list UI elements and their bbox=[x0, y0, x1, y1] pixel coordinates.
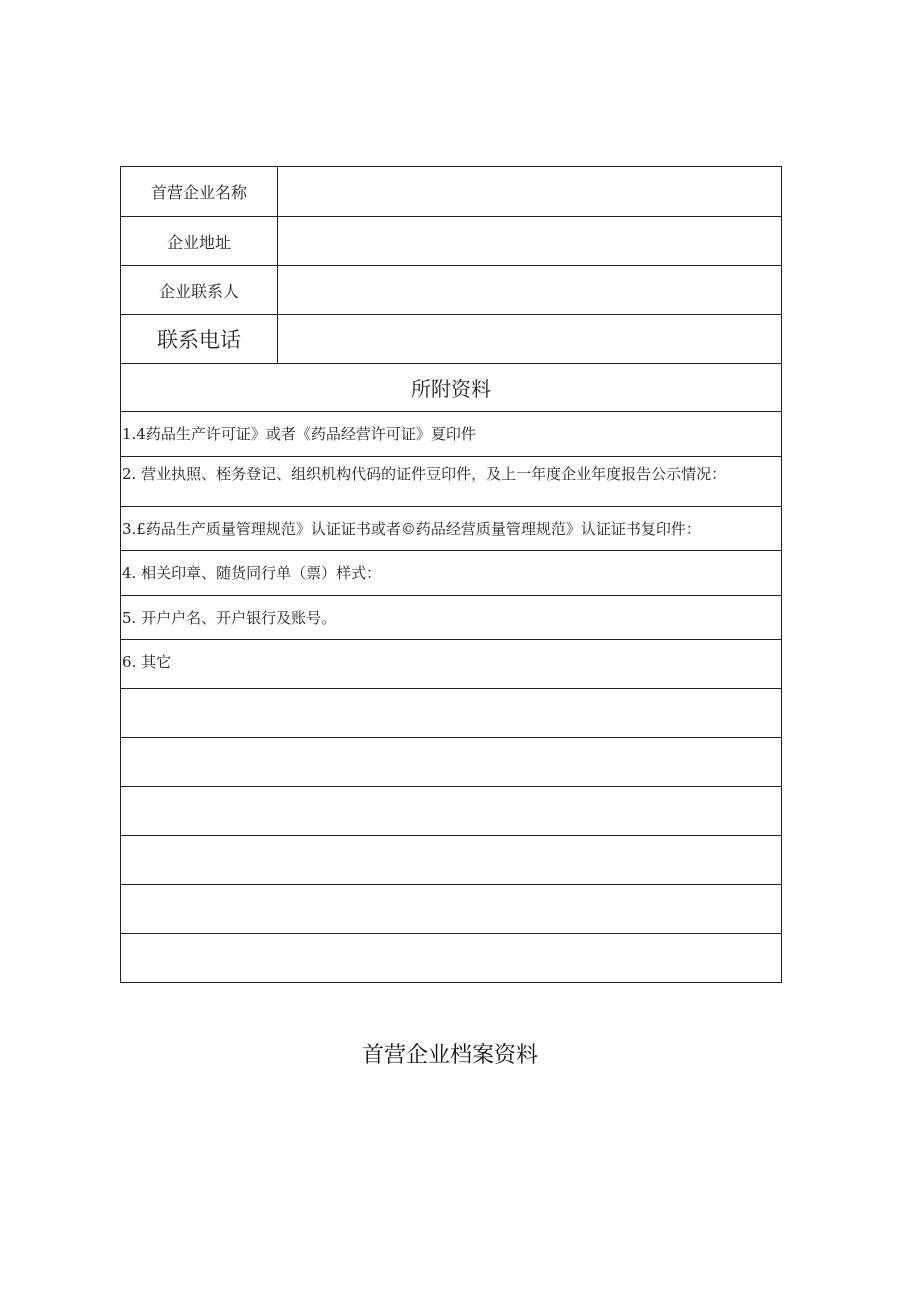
attachment-item bbox=[121, 639, 781, 688]
attachment-item bbox=[121, 595, 781, 639]
document-title: 首营企业档案资料 bbox=[361, 1043, 538, 1068]
attachment-item-text: 5. 开户户名、开户银行及账号。 bbox=[122, 609, 337, 627]
field-row-contact-person bbox=[121, 265, 781, 314]
archive-form-table bbox=[120, 166, 782, 983]
attachments-section-title: 所附资料 bbox=[121, 363, 781, 411]
attachment-item-text: 2. 营业执照、桎务登记、组织机构代码的证件豆印件，及上一年度企业年度报告公示情况： bbox=[122, 465, 727, 483]
attachment-item bbox=[121, 456, 781, 506]
field-value-phone[interactable] bbox=[278, 315, 781, 363]
attachment-item-text: 1.4药品生产许可证》或者《药品经营许可证》夏印件 bbox=[122, 425, 476, 443]
blank-row[interactable] bbox=[121, 933, 781, 982]
field-label-contact-person: 企业联系人 bbox=[121, 266, 278, 314]
attachment-item bbox=[121, 506, 781, 550]
field-row-company-name bbox=[121, 167, 781, 216]
attachment-item-text: 6. 其它 bbox=[122, 653, 172, 671]
field-label-phone: 联系电话 bbox=[121, 315, 278, 363]
blank-row[interactable] bbox=[121, 688, 781, 737]
field-value-contact-person[interactable] bbox=[278, 266, 781, 314]
attachment-item-text: 3.£药品生产质量管理规范》认证证书或者©药品经营质量管理规范》认证证书复印件： bbox=[122, 520, 701, 538]
field-label-company-name: 首营企业名称 bbox=[121, 167, 278, 216]
field-label-address: 企业地址 bbox=[121, 217, 278, 265]
blank-row[interactable] bbox=[121, 884, 781, 933]
attachment-item bbox=[121, 550, 781, 595]
field-row-phone bbox=[121, 314, 781, 363]
attachment-item bbox=[121, 411, 781, 456]
blank-row[interactable] bbox=[121, 786, 781, 835]
field-value-address[interactable] bbox=[278, 217, 781, 265]
blank-row[interactable] bbox=[121, 737, 781, 786]
attachment-item-text: 4. 相关印章、随货同行单（票）样式： bbox=[122, 564, 382, 582]
field-value-company-name[interactable] bbox=[278, 167, 781, 216]
field-row-address bbox=[121, 216, 781, 265]
blank-row[interactable] bbox=[121, 835, 781, 884]
